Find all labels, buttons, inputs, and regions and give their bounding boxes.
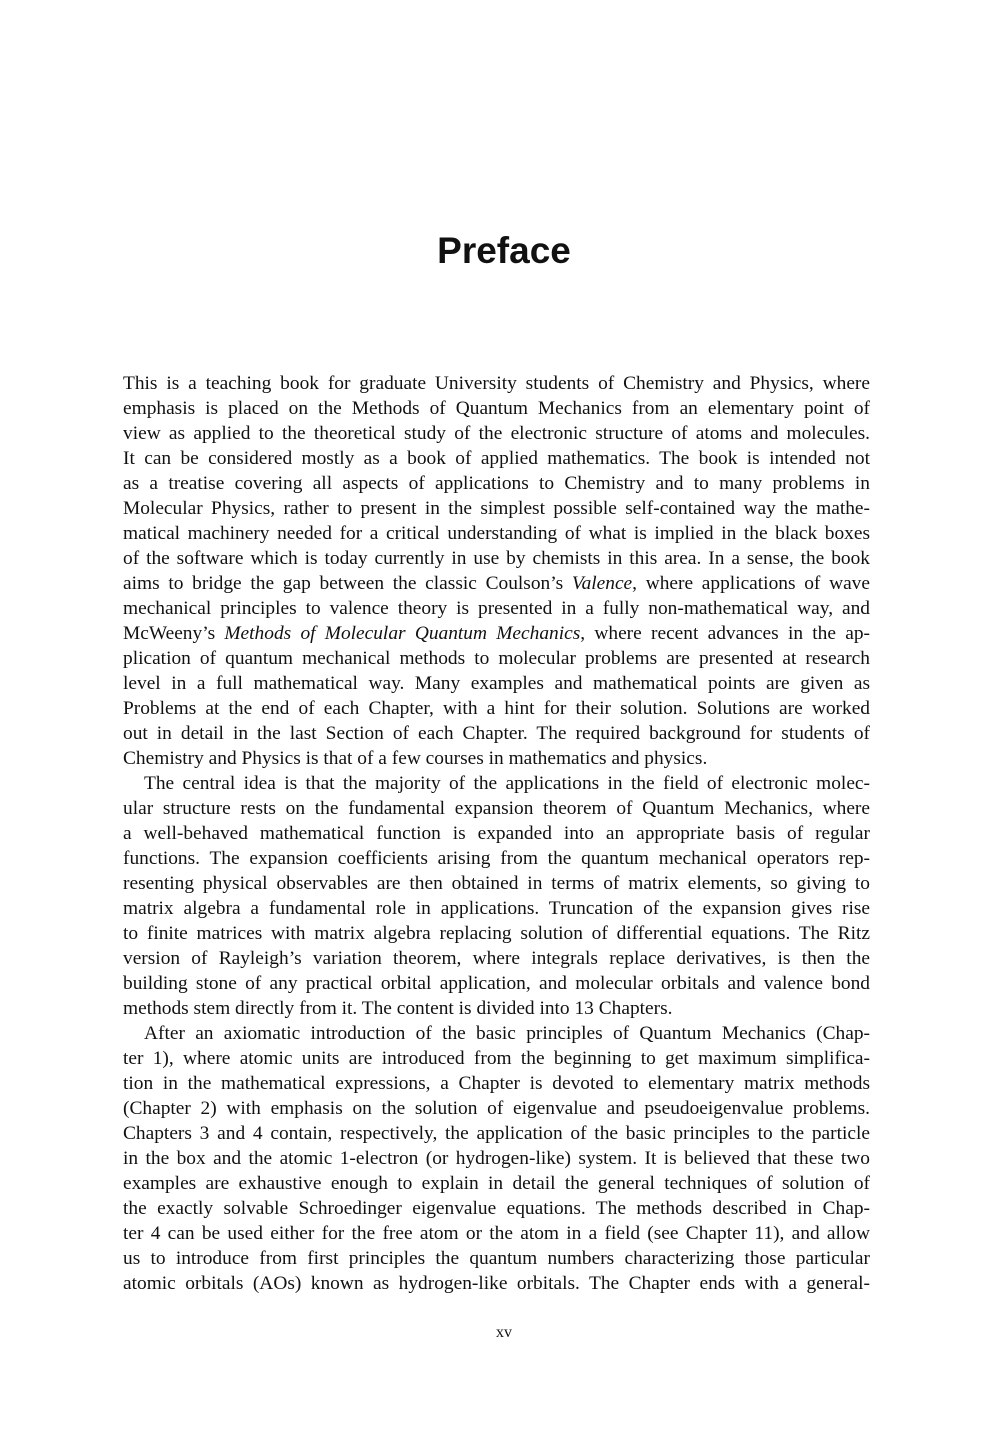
text-line: resenting physical observables are then obtained in terms of matrix elements, so giving to <box>123 873 870 894</box>
text-line: examples are exhaustive enough to explain in detail the general techniques of solution of <box>123 1173 870 1194</box>
text-line: (Chapter 2) with emphasis on the solution of eigenvalue and pseudoeigenvalue problems. <box>123 1098 870 1119</box>
text-line: This is a teaching book for graduate University students of Chemistry and Physics, where <box>123 373 870 394</box>
page-title: Preface <box>437 230 571 271</box>
text-line: Chapters 3 and 4 contain, respectively, the application of the basic principles to the particle <box>123 1123 870 1144</box>
text-line: matical machinery needed for a critical understanding of what is implied in the black boxes <box>123 523 870 544</box>
text-line: ter 1), where atomic units are introduced from the beginning to get maximum simplifica- <box>123 1048 870 1069</box>
paragraph-1 <box>123 371 870 771</box>
text-line: matrix algebra a fundamental role in applications. Truncation of the expansion gives rise <box>123 898 870 919</box>
text-line: After an axiomatic introduction of the basic principles of Quantum Mechanics (Chap- <box>144 1023 870 1044</box>
text-line: Chemistry and Physics is that of a few courses in mathematics and physics. <box>123 748 708 769</box>
text-line: the exactly solvable Schroedinger eigenvalue equations. The methods described in Chap- <box>123 1198 870 1219</box>
text-line: mechanical principles to valence theory is presented in a fully non-mathematical way, and <box>123 598 870 619</box>
line-text: , where recent advances in the ap- <box>580 623 870 644</box>
text-line <box>123 571 870 596</box>
text-line: Problems at the end of each Chapter, with a hint for their solution. Solutions are worked <box>123 698 870 719</box>
text-line: a well-behaved mathematical function is expanded into an appropriate basis of regular <box>123 823 870 844</box>
text-line: tion in the mathematical expressions, a Chapter is devoted to elementary matrix methods <box>123 1073 870 1094</box>
text-line: It can be considered mostly as a book of applied mathematics. The book is intended not <box>123 448 870 469</box>
text-line: us to introduce from first principles the quantum numbers characterizing those particular <box>123 1248 870 1269</box>
text-line <box>123 621 870 646</box>
text-line: out in detail in the last Section of each Chapter. The required background for students of <box>123 723 870 744</box>
text-line: ter 4 can be used either for the free atom or the atom in a field (see Chapter 11), and allow <box>123 1223 870 1244</box>
text-line: methods stem directly from it. The content is divided into 13 Chapters. <box>123 998 673 1019</box>
text-line: to finite matrices with matrix algebra replacing solution of differential equations. The Ritz <box>123 923 870 944</box>
text-line: in the box and the atomic 1-electron (or hydrogen-like) system. It is believed that these two <box>123 1148 870 1169</box>
text-line: ular structure rests on the fundamental expansion theorem of Quantum Mechanics, where <box>123 798 870 819</box>
text-line: The central idea is that the majority of the applications in the field of electronic molec- <box>144 773 870 794</box>
text-line: emphasis is placed on the Methods of Quantum Mechanics from an elementary point of <box>123 398 870 419</box>
line-text: , where applications of wave <box>632 573 870 594</box>
text-line: as a treatise covering all aspects of applications to Chemistry and to many problems in <box>123 473 870 494</box>
text-line: Molecular Physics, rather to present in the simplest possible self-contained way the mathe- <box>123 498 870 519</box>
text-line: functions. The expansion coefficients arising from the quantum mechanical operators rep- <box>123 848 870 869</box>
text-line: plication of quantum mechanical methods to molecular problems are presented at research <box>123 648 870 669</box>
book-title-valence: Valence <box>571 573 633 594</box>
book-title-mcweeny: Methods of Molecular Quantum Mechanics <box>224 623 581 644</box>
text-line: level in a full mathematical way. Many examples and mathematical points are given as <box>123 673 870 694</box>
text-line: atomic orbitals (AOs) known as hydrogen-like orbitals. The Chapter ends with a general- <box>123 1273 870 1294</box>
preface-body <box>123 371 870 1296</box>
text-line: version of Rayleigh’s variation theorem, where integrals replace derivatives, is then the <box>123 948 870 969</box>
line-text: McWeeny’s <box>123 623 225 644</box>
paragraph-2 <box>123 771 870 1021</box>
text-line: view as applied to the theoretical study of the electronic structure of atoms and molecules. <box>123 423 870 444</box>
text-line: of the software which is today currently in use by chemists in this area. In a sense, the book <box>123 548 870 569</box>
page-number: xv <box>496 1324 512 1341</box>
paragraph-3 <box>123 1021 870 1296</box>
text-line: building stone of any practical orbital application, and molecular orbitals and valence bond <box>123 973 870 994</box>
line-text: aims to bridge the gap between the classic Coulson’s <box>123 573 572 594</box>
